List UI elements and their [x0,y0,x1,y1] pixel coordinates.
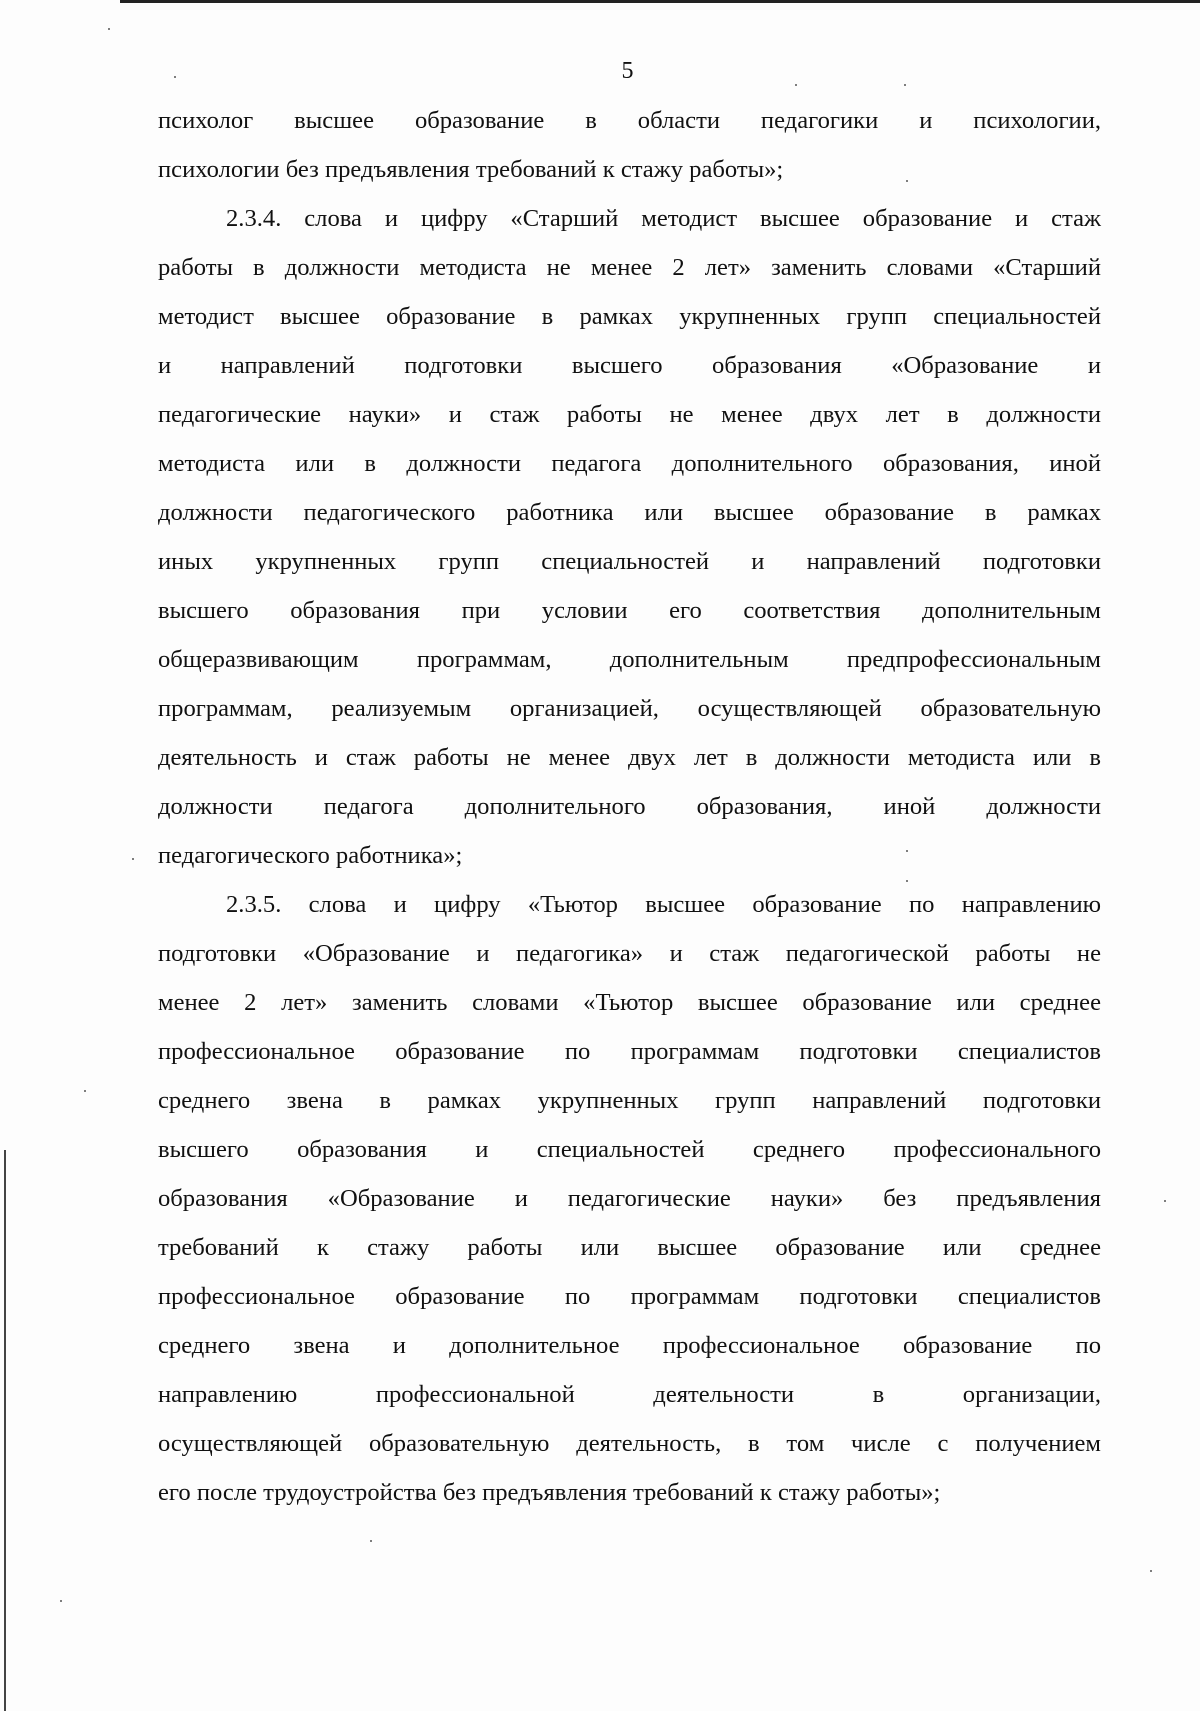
text-line: осуществляющей образовательную деятельность, в том числе с получением [158,1430,1101,1457]
text-line: и направлений подготовки высшего образования «Образование и [158,352,1101,379]
paragraph-psychologist-end [158,96,1101,194]
text-line: методист высшее образование в рамках укрупненных групп специальностей [158,303,1101,330]
text-line: программам, реализуемым организацией, осуществляющей образовательную [158,695,1101,722]
text-line: менее 2 лет» заменить словами «Тьютор высшее образование или среднее [158,989,1101,1016]
paragraph-item-2-3-4 [158,194,1101,880]
scan-speck [1164,1200,1166,1202]
text-line: должности педагогического работника или высшее образование в рамках [158,499,1101,526]
scan-speck [795,84,797,86]
text-line: его после трудоустройства без предъявления требований к стажу работы»; [158,1479,941,1506]
text-line: должности педагога дополнительного образования, иной должности [158,793,1101,820]
scan-speck [906,850,908,852]
text-line: высшего образования и специальностей среднего профессионального [158,1136,1101,1163]
text-line: высшего образования при условии его соответствия дополнительным [158,597,1101,624]
text-line: подготовки «Образование и педагогика» и стаж педагогической работы не [158,940,1101,967]
scan-speck [904,84,906,86]
scan-speck [84,1090,86,1092]
text-line: образования «Образование и педагогические науки» без предъявления [158,1185,1101,1212]
text-line: 2.3.4. слова и цифру «Старший методист высшее образование и стаж [226,205,1101,232]
scan-speck [132,858,134,860]
document-body [158,96,1101,1517]
scan-speck [906,180,908,182]
text-line: 2.3.5. слова и цифру «Тьютор высшее образование по направлению [226,891,1101,918]
scan-top-edge [120,0,1200,3]
scan-left-edge [4,1150,6,1711]
text-line: среднего звена и дополнительное профессиональное образование по [158,1332,1101,1359]
text-line: методиста или в должности педагога дополнительного образования, иной [158,450,1101,477]
text-line: профессиональное образование по программам подготовки специалистов [158,1283,1101,1310]
text-line: иных укрупненных групп специальностей и направлений подготовки [158,548,1101,575]
page-number: 5 [621,58,634,84]
text-line: профессиональное образование по программам подготовки специалистов [158,1038,1101,1065]
text-line: требований к стажу работы или высшее образование или среднее [158,1234,1101,1261]
scan-speck [174,76,176,78]
text-line: психологии без предъявления требований к стажу работы»; [158,156,784,183]
text-line: педагогического работника»; [158,842,463,869]
text-line: общеразвивающим программам, дополнительным предпрофессиональным [158,646,1101,673]
scan-speck [60,1600,62,1602]
text-line: направлению профессиональной деятельности в организации, [158,1381,1101,1408]
scan-speck [906,880,908,882]
scan-speck [370,1540,372,1542]
text-line: педагогические науки» и стаж работы не менее двух лет в должности [158,401,1101,428]
text-line: среднего звена в рамках укрупненных групп направлений подготовки [158,1087,1101,1114]
text-line: деятельность и стаж работы не менее двух лет в должности методиста или в [158,744,1101,771]
paragraph-item-2-3-5 [158,880,1101,1517]
text-line: психолог высшее образование в области педагогики и психологии, [158,107,1101,134]
scan-speck [108,28,110,30]
scan-speck [1150,1570,1152,1572]
text-line: работы в должности методиста не менее 2 лет» заменить словами «Старший [158,254,1101,281]
